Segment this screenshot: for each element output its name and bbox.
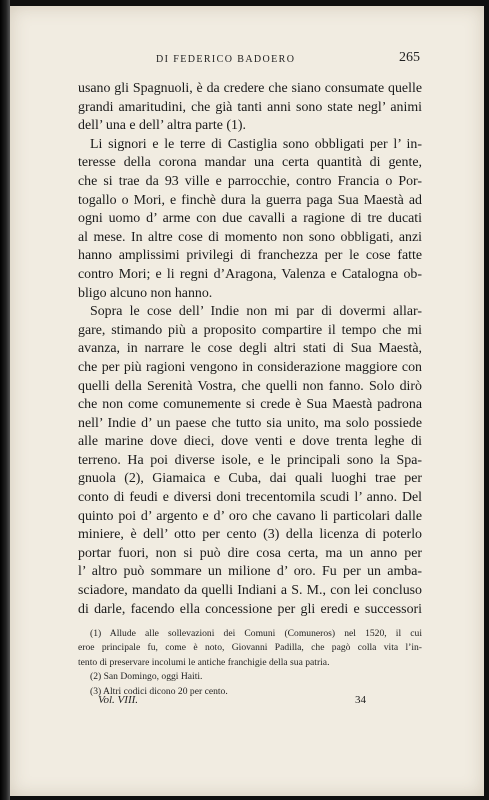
text-line: contro Mori; e li regni d’Aragona, Valenza e Catalogna ob- (78, 266, 422, 282)
text-line: che non come comunemente si crede è Sua Maestà padrona (78, 397, 422, 413)
text-line: gnuola (2), Giamaica e Cuba, dai quali luoghi trae per (78, 471, 422, 487)
text-line: portar fuori, non si può dire cosa certa, ma un anno per (78, 545, 422, 561)
text-line: alle marine dove dieci, dove venti e dove trenta leghe di (78, 434, 422, 450)
text-line: miniere, è dell’ otto per cento (3) della licenza di poterlo (78, 527, 422, 543)
signature-line (98, 694, 366, 710)
text-line: che per più ragioni vengono in considerazione maggiore con (78, 359, 422, 375)
text-line: Li signori e le terre di Castiglia sono obbligati per l’ in- (90, 136, 422, 152)
text-line: l’ altro può sommare un milione d’ oro. Fu per un amba- (78, 564, 422, 580)
text-line: conto di feudi e diversi doni trecentomila scudi l’ anno. Del (78, 490, 422, 506)
footnote-line: eroe principale fu, come è noto, Giovanni Padilla, che pagò colla vita l’in- (78, 642, 422, 654)
running-head: DI FEDERICO BADOERO (156, 54, 296, 65)
text-line: quelli della Serenità Vostra, che quelli non fanno. Solo dirò (78, 378, 422, 394)
text-line: hanno amplissimi privilegi di franchezza per le cose fatte (78, 248, 422, 264)
sheet-number: 34 (355, 694, 366, 706)
text-line: terreno. Ha poi diverse isole, e le principali sono la Spa- (78, 452, 422, 468)
text-line: bligo alcuno non hanno. (78, 285, 213, 301)
text-line: usano gli Spagnuoli, è da credere che siano consumate quelle (78, 81, 422, 96)
footnote-line: (2) San Domingo, oggi Haiti. (90, 671, 203, 683)
text-line: dell’ una e dell’ altra parte (1). (78, 118, 247, 134)
text-line: grandi amaritudini, che già tanti anni sono state negl’ animi (78, 99, 422, 115)
page-number: 265 (399, 50, 420, 65)
text-line: togallo o Mori, e finchè dura la guerra paga Sua Maestà ad (78, 192, 422, 208)
volume-mark: Vol. VIII. (98, 694, 139, 706)
footnote-line: tento di preservare incolumi le antiche franchigie della sua patria. (78, 656, 330, 668)
text-line: di darle, facendo ella concessione per gli eredi e successori (78, 601, 422, 617)
text-line: teresse della corona mandar una certa quantità di gente, (78, 155, 422, 171)
book-page (10, 6, 484, 796)
book-gutter-edge (0, 0, 10, 800)
body-text (78, 80, 422, 619)
text-line: gare, stimando più a proposito compartire il tempo che mi (78, 322, 422, 338)
text-line: che si trae da 93 ville e parrocchie, contro Francia o Por- (78, 173, 422, 189)
text-line: quinto poi d’ argento e d’ oro che cavano li particolari dalle (78, 508, 422, 524)
text-line: sciadore, mandato da quelli Indiani a S. M., con lei concluso (78, 583, 422, 599)
text-line: nell’ Indie d’ un paese che tutto sia unito, ma solo possiede (78, 415, 422, 431)
footnotes (78, 627, 422, 699)
text-line: al mese. In altre cose di momento non sono obbligati, anzi (78, 229, 422, 245)
text-line: Sopra le cose dell’ Indie non mi par di dovermi allar- (90, 304, 422, 320)
text-line: ogni uomo d’ arme con due cavalli a ragione di tre ducati (78, 211, 422, 227)
footnote-line: (1) Allude alle sollevazioni dei Comuni (Comuneros) nel 1520, il cui (90, 628, 422, 639)
footnote-line: (3) Altri codici dicono 20 per cento. (90, 685, 228, 697)
text-line: avanza, in narrare le cose degli altri stati di Sua Maestà, (78, 341, 422, 357)
page-header (80, 50, 420, 68)
